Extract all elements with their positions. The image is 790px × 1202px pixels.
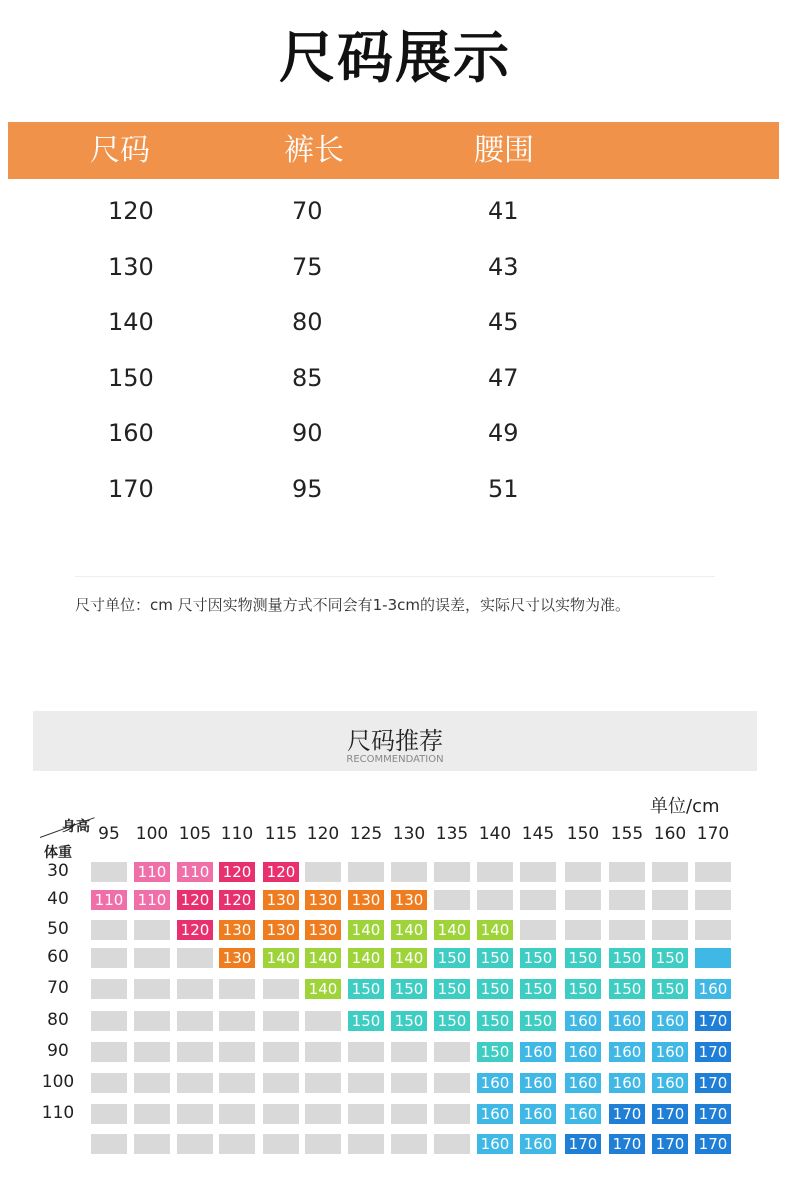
height-120-label: 120 [306, 824, 340, 844]
size-cell-150: 150 [520, 1011, 556, 1031]
empty-cell [348, 1104, 384, 1124]
empty-cell [134, 1073, 170, 1093]
size-cell-150: 150 [434, 1011, 470, 1031]
size-cell-150: 150 [348, 1011, 384, 1031]
size-cell-170: 170 [695, 1134, 731, 1154]
empty-cell [565, 862, 601, 882]
size-cell-160: 160 [520, 1134, 556, 1154]
size-cell-140: 140 [391, 920, 427, 940]
cell-waist: 41 [488, 197, 519, 225]
empty-cell [609, 920, 645, 940]
size-cell-150: 150 [520, 948, 556, 968]
size-cell-150: 150 [477, 1042, 513, 1062]
empty-cell [219, 1104, 255, 1124]
empty-cell [565, 920, 601, 940]
empty-cell [91, 979, 127, 999]
table-row [0, 294, 790, 350]
height-160-label: 160 [653, 824, 687, 844]
empty-cell [348, 1073, 384, 1093]
empty-cell [91, 1134, 127, 1154]
height-130-label: 130 [392, 824, 426, 844]
height-95-label: 95 [98, 824, 120, 844]
header-waist: 腰围 [474, 133, 534, 168]
cell-size: 120 [108, 197, 154, 225]
empty-cell [91, 1042, 127, 1062]
size-cell-170: 170 [609, 1104, 645, 1124]
size-cell-160: 160 [565, 1104, 601, 1124]
cell-length: 95 [292, 475, 323, 503]
empty-cell [134, 1134, 170, 1154]
size-cell-130: 130 [263, 890, 299, 910]
size-cell-150: 150 [477, 979, 513, 999]
empty-cell [434, 1134, 470, 1154]
size-cell-170: 170 [695, 1073, 731, 1093]
size-cell-140: 140 [263, 948, 299, 968]
empty-cell [177, 948, 213, 968]
empty-cell [177, 1104, 213, 1124]
size-cell-170: 170 [695, 1011, 731, 1031]
empty-cell [305, 1073, 341, 1093]
empty-cell [177, 1011, 213, 1031]
empty-cell [134, 979, 170, 999]
empty-cell [520, 862, 556, 882]
empty-cell [348, 862, 384, 882]
size-cell-160: 160 [565, 1073, 601, 1093]
height-150-label: 150 [566, 824, 600, 844]
empty-cell [348, 1134, 384, 1154]
size-cell-120: 120 [219, 862, 255, 882]
size-cell-160: 160 [565, 1011, 601, 1031]
empty-cell [305, 862, 341, 882]
empty-cell [134, 920, 170, 940]
size-cell-130: 130 [391, 890, 427, 910]
size-cell-160: 160 [520, 1042, 556, 1062]
empty-cell [177, 1073, 213, 1093]
empty-cell [263, 1042, 299, 1062]
weight-row-label: 100 [41, 1072, 75, 1092]
cell-length: 85 [292, 364, 323, 392]
size-cell-150: 150 [652, 979, 688, 999]
cell-length: 80 [292, 308, 323, 336]
unit-label: 单位/cm [650, 796, 720, 817]
height-105-label: 105 [178, 824, 212, 844]
table-row [0, 350, 790, 406]
empty-cell [520, 920, 556, 940]
size-cell-150: 150 [520, 979, 556, 999]
size-cell-160: 160 [565, 1042, 601, 1062]
empty-cell [434, 862, 470, 882]
size-cell-160: 160 [520, 1073, 556, 1093]
empty-cell [695, 920, 731, 940]
size-cell-140: 140 [391, 948, 427, 968]
height-145-label: 145 [521, 824, 555, 844]
empty-cell [391, 862, 427, 882]
size-cell-150: 150 [434, 979, 470, 999]
size-cell-160: 160 [609, 1042, 645, 1062]
height-140-label: 140 [478, 824, 512, 844]
size-cell-130: 130 [305, 890, 341, 910]
empty-cell [477, 890, 513, 910]
empty-cell [434, 890, 470, 910]
size-cell-150: 150 [652, 948, 688, 968]
empty-cell [609, 862, 645, 882]
height-110-label: 110 [220, 824, 254, 844]
empty-cell [305, 1134, 341, 1154]
divider [75, 576, 715, 577]
size-cell-110: 110 [134, 862, 170, 882]
empty-cell [91, 948, 127, 968]
weight-row-label: 90 [47, 1041, 69, 1061]
size-cell-150: 150 [477, 1011, 513, 1031]
cell-size: 140 [108, 308, 154, 336]
empty-cell [91, 1104, 127, 1124]
size-cell-150: 150 [348, 979, 384, 999]
cell-length: 70 [292, 197, 323, 225]
weight-row-label: 110 [41, 1103, 75, 1123]
size-cell-150: 150 [477, 948, 513, 968]
size-cell-150: 150 [565, 979, 601, 999]
header-size: 尺码 [90, 133, 150, 168]
empty-cell [305, 1042, 341, 1062]
size-table-header [8, 122, 779, 179]
empty-cell [652, 862, 688, 882]
weight-row-label: 80 [47, 1010, 69, 1030]
size-cell-130: 130 [263, 920, 299, 940]
weight-row-label: 50 [47, 919, 69, 939]
size-cell-150: 150 [391, 1011, 427, 1031]
height-100-label: 100 [135, 824, 169, 844]
height-125-label: 125 [349, 824, 383, 844]
size-cell-120: 120 [177, 890, 213, 910]
size-cell-170: 170 [565, 1134, 601, 1154]
empty-cell [695, 890, 731, 910]
size-cell-160: 160 [652, 1042, 688, 1062]
cell-length: 75 [292, 253, 323, 281]
size-cell-110: 110 [134, 890, 170, 910]
empty-cell [652, 920, 688, 940]
size-cell-160: 160 [520, 1104, 556, 1124]
height-axis-label: 身高 [62, 819, 90, 835]
size-cell-160: 160 [477, 1134, 513, 1154]
empty-cell [219, 1134, 255, 1154]
empty-cell [477, 862, 513, 882]
size-cell-150: 150 [565, 948, 601, 968]
size-cell-160: 160 [609, 1073, 645, 1093]
size-cell-150: 150 [609, 979, 645, 999]
cell-size: 150 [108, 364, 154, 392]
empty-cell [305, 1104, 341, 1124]
size-cell-170: 170 [652, 1104, 688, 1124]
empty-cell [134, 948, 170, 968]
empty-cell [520, 890, 556, 910]
weight-row-label: 60 [47, 947, 69, 967]
empty-cell [434, 1104, 470, 1124]
empty-cell [305, 1011, 341, 1031]
height-155-label: 155 [610, 824, 644, 844]
cell-length: 90 [292, 419, 323, 447]
size-cell-140: 140 [305, 979, 341, 999]
size-cell-160: 160 [477, 1073, 513, 1093]
size-cell-160: 160 [609, 1011, 645, 1031]
empty-cell [219, 1073, 255, 1093]
size-cell-150: 150 [609, 948, 645, 968]
cell-waist: 49 [488, 419, 519, 447]
empty-cell [91, 920, 127, 940]
size-cell-140: 140 [477, 920, 513, 940]
size-cell-150: 150 [434, 948, 470, 968]
height-170-label: 170 [696, 824, 730, 844]
empty-cell [391, 1073, 427, 1093]
recommendation-header [33, 711, 757, 771]
empty-cell [91, 1011, 127, 1031]
empty-cell [177, 979, 213, 999]
size-cell-170: 170 [609, 1134, 645, 1154]
height-115-label: 115 [264, 824, 298, 844]
empty-cell [219, 979, 255, 999]
table-row [0, 183, 790, 239]
cell-size: 170 [108, 475, 154, 503]
cell-waist: 45 [488, 308, 519, 336]
measurement-note: 尺寸单位：cm 尺寸因实物测量方式不同会有1-3cm的误差，实际尺寸以实物为准。 [75, 596, 630, 614]
cell-waist: 47 [488, 364, 519, 392]
empty-cell [434, 1042, 470, 1062]
empty-cell [565, 890, 601, 910]
empty-cell [177, 1134, 213, 1154]
table-row [0, 239, 790, 295]
weight-row-label: 70 [47, 978, 69, 998]
size-cell-130: 130 [219, 920, 255, 940]
empty-cell [434, 1073, 470, 1093]
empty-cell [219, 1042, 255, 1062]
empty-cell [263, 1011, 299, 1031]
size-cell-140: 140 [348, 948, 384, 968]
height-135-label: 135 [435, 824, 469, 844]
size-cell-140: 140 [305, 948, 341, 968]
empty-cell [134, 1011, 170, 1031]
size-cell-160: 160 [652, 1073, 688, 1093]
size-cell-160: 160 [652, 1011, 688, 1031]
recommendation-title: 尺码推荐 [347, 727, 443, 755]
size-cell-130: 130 [219, 948, 255, 968]
cell-waist: 51 [488, 475, 519, 503]
size-cell-130: 130 [348, 890, 384, 910]
empty-cell [609, 890, 645, 910]
empty-cell [652, 890, 688, 910]
size-cell-120: 120 [219, 890, 255, 910]
recommendation-subtitle: RECOMMENDATION [346, 754, 444, 765]
size-cell-150: 150 [391, 979, 427, 999]
size-cell-130: 130 [305, 920, 341, 940]
cell-size: 130 [108, 253, 154, 281]
size-cell-170: 170 [695, 1104, 731, 1124]
size-cell-160: 160 [695, 979, 731, 999]
empty-cell [695, 862, 731, 882]
empty-cell [91, 862, 127, 882]
cell-size: 160 [108, 419, 154, 447]
empty-cell [263, 1104, 299, 1124]
header-pants-length: 裤长 [284, 133, 344, 168]
empty-cell [134, 1104, 170, 1124]
empty-cell [263, 979, 299, 999]
empty-cell [391, 1134, 427, 1154]
size-cell-110: 110 [177, 862, 213, 882]
weight-axis-label: 体重 [44, 845, 72, 861]
size-cell-140: 140 [434, 920, 470, 940]
empty-cell [177, 1042, 213, 1062]
empty-cell [391, 1104, 427, 1124]
empty-cell [348, 1042, 384, 1062]
table-row [0, 405, 790, 461]
size-cell-110: 110 [91, 890, 127, 910]
weight-row-label: 30 [47, 861, 69, 881]
empty-cell [91, 1073, 127, 1093]
empty-cell [391, 1042, 427, 1062]
weight-row-label: 40 [47, 889, 69, 909]
page-title: 尺码展示 [279, 26, 511, 91]
axis-corner [36, 816, 92, 860]
cell-waist: 43 [488, 253, 519, 281]
size-cell-120: 120 [177, 920, 213, 940]
size-cell-unlabeled [695, 948, 731, 968]
size-cell-120: 120 [263, 862, 299, 882]
size-cell-170: 170 [652, 1134, 688, 1154]
size-cell-160: 160 [477, 1104, 513, 1124]
empty-cell [219, 1011, 255, 1031]
table-row [0, 461, 790, 517]
empty-cell [263, 1134, 299, 1154]
size-cell-170: 170 [695, 1042, 731, 1062]
empty-cell [263, 1073, 299, 1093]
size-cell-140: 140 [348, 920, 384, 940]
empty-cell [134, 1042, 170, 1062]
